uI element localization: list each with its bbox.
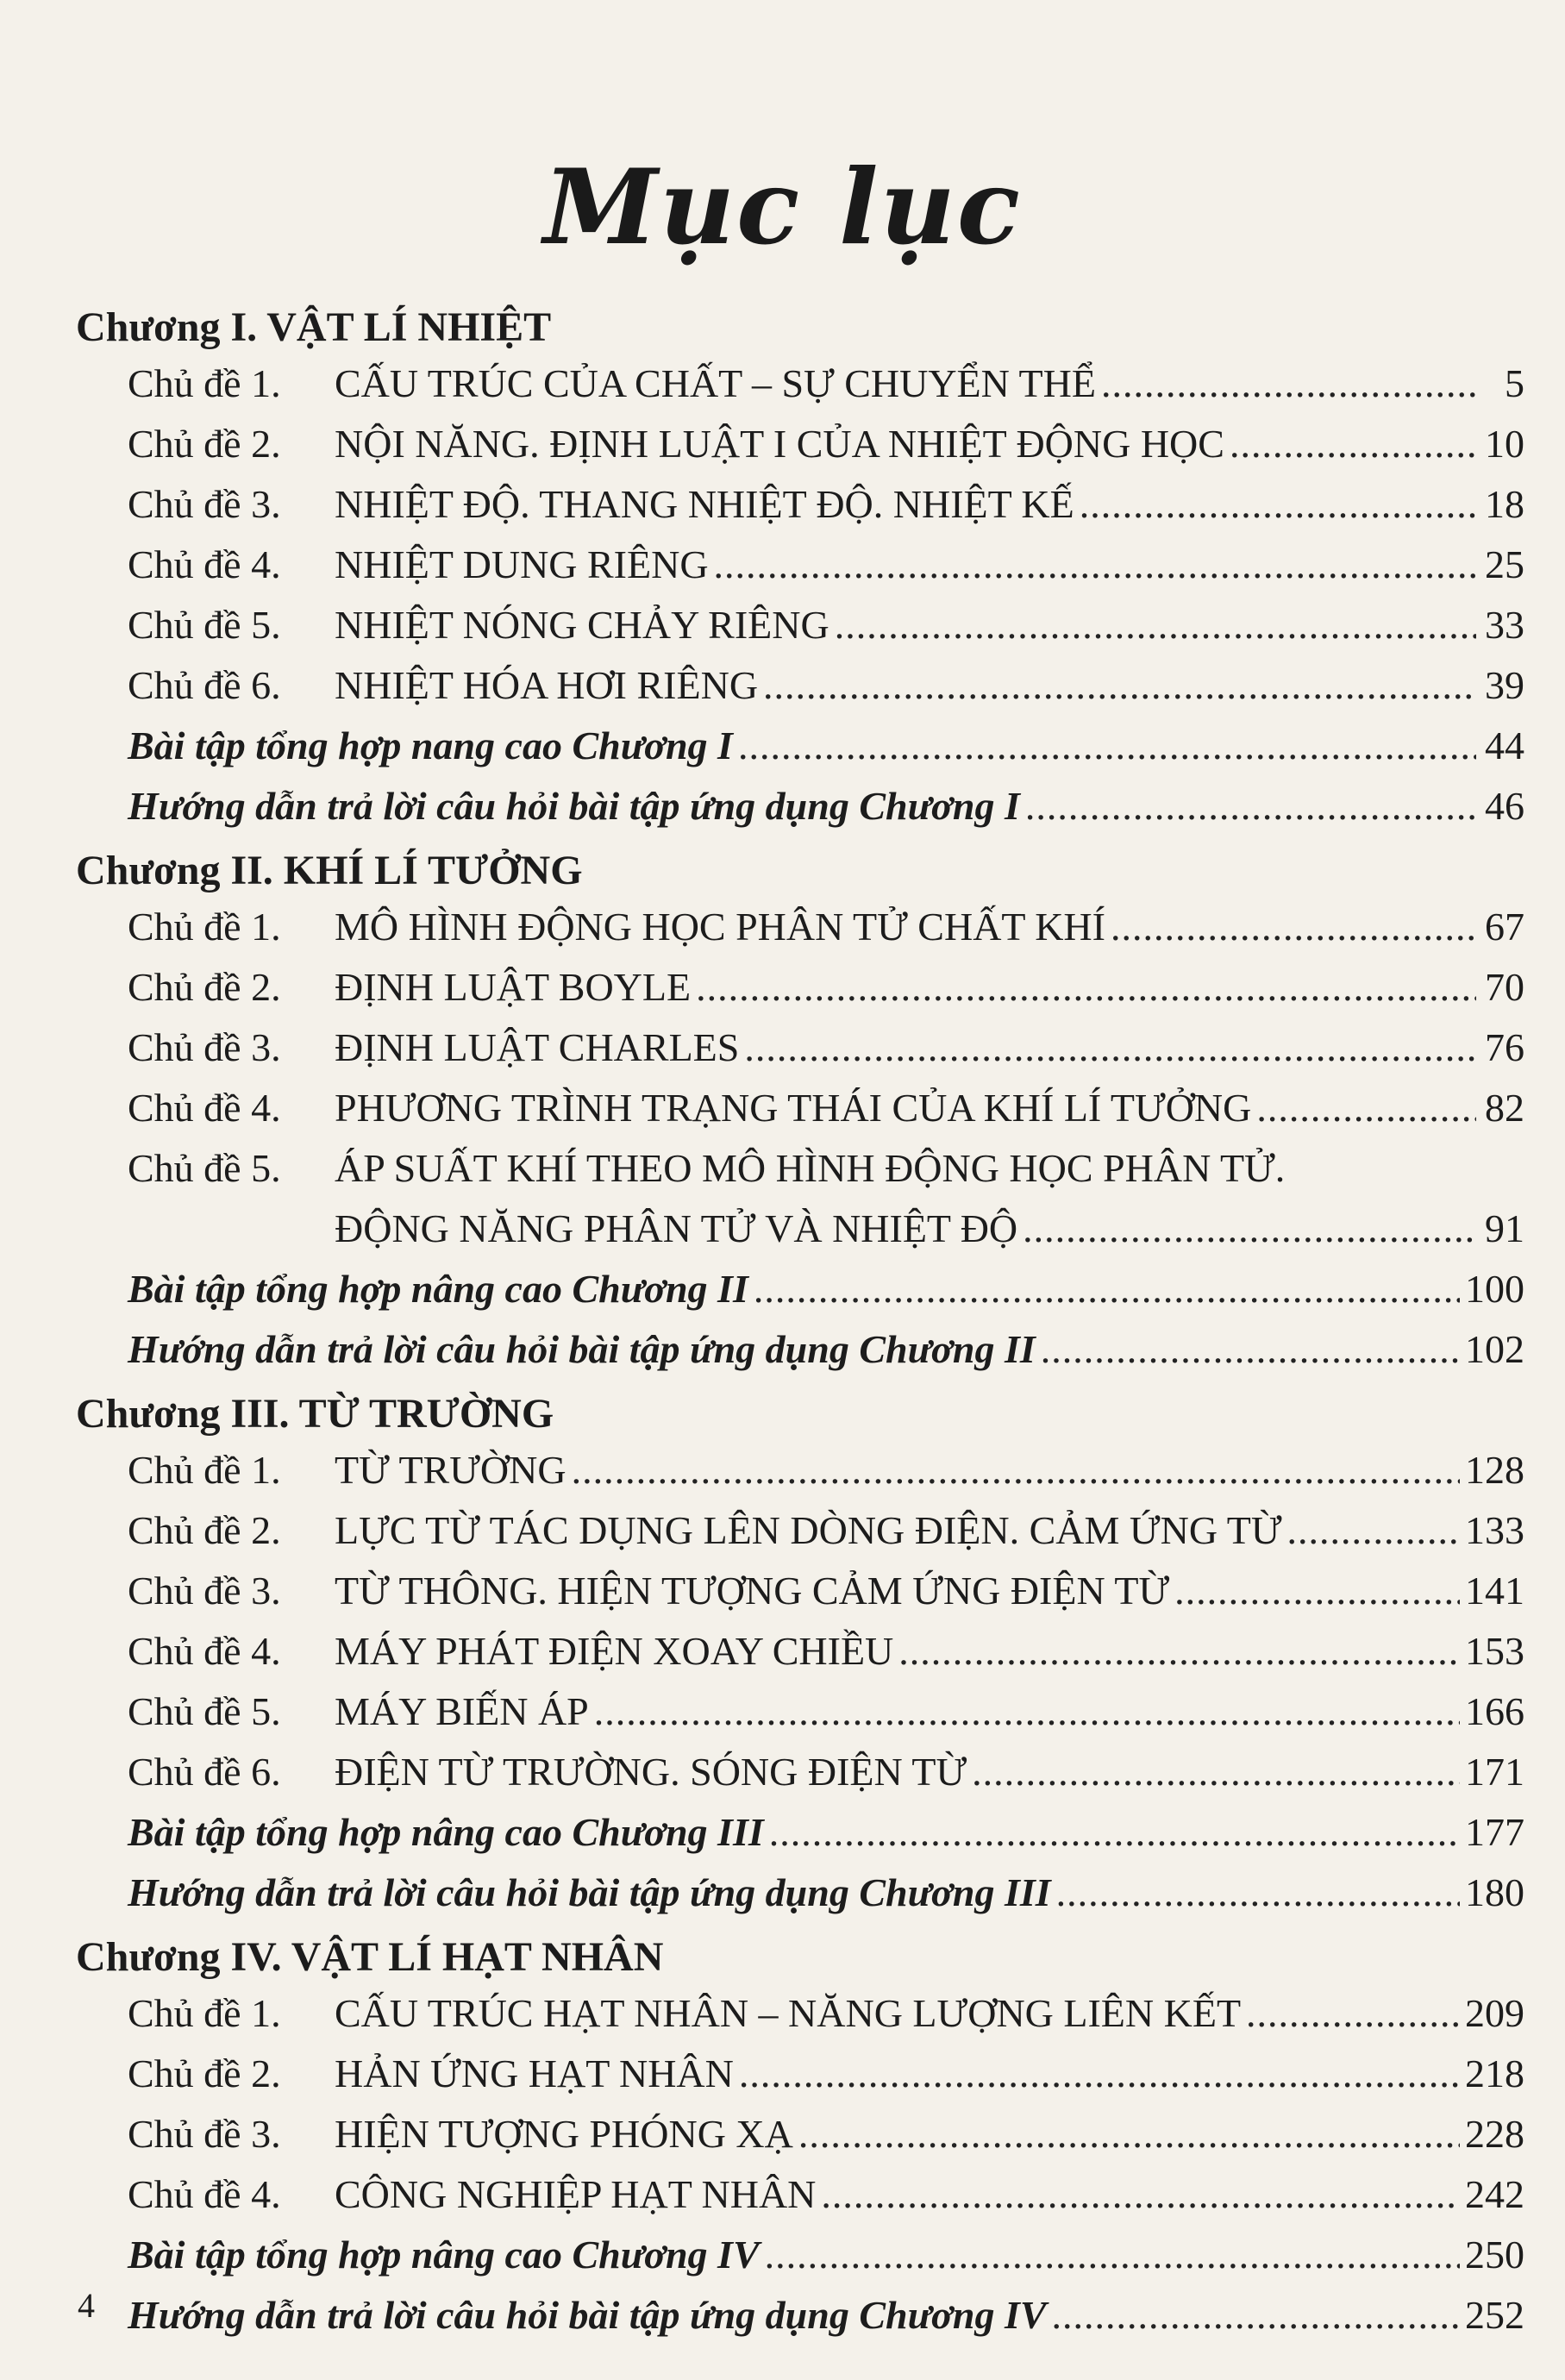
topic-label: Chủ đề 1. [128,1448,281,1492]
topic-label: Chủ đề 1. [128,905,281,949]
toc-entry[interactable] [76,1319,1524,1380]
dot-leader [744,1018,1476,1078]
dot-leader [739,2044,1460,2104]
toc-entry[interactable] [76,1500,1524,1561]
topic-label: Chủ đề 5. [128,603,281,647]
topic-title: CÔNG NGHIỆP HẠT NHÂN [335,2172,817,2216]
toc-entry[interactable] [76,897,1524,957]
page-ref: 252 [1465,2293,1524,2337]
dot-leader [1174,1561,1460,1621]
page-ref: 209 [1465,1991,1524,2035]
toc-entry[interactable] [76,2104,1524,2164]
toc-entry[interactable] [76,2225,1524,2285]
topic-label: Chủ đề 2. [128,422,281,466]
toc-entry[interactable] [76,1983,1524,2044]
toc-entry[interactable] [76,957,1524,1018]
page-ref: 242 [1465,2172,1524,2216]
toc-entry[interactable] [76,1561,1524,1621]
topic-title: ĐIỆN TỪ TRƯỜNG. SÓNG ĐIỆN TỪ [335,1750,967,1794]
dot-leader [769,1802,1460,1863]
topic-title: NHIỆT HÓA HƠI RIÊNG [335,663,759,707]
page-ref: 25 [1485,542,1524,586]
page-ref: 218 [1465,2051,1524,2095]
dot-leader [1080,474,1476,535]
dot-leader [714,535,1476,595]
toc-entry[interactable] [76,414,1524,474]
topic-title: HIỆN TƯỢNG PHÓNG XẠ [335,2112,793,2156]
exercise-title: Bài tập tổng hợp nâng cao Chương IV [128,2233,760,2277]
topic-title: PHƯƠNG TRÌNH TRẠNG THÁI CỦA KHÍ LÍ TƯỞNG [335,1086,1252,1130]
topic-title-continued: ĐỘNG NĂNG PHÂN TỬ VÀ NHIỆT ĐỘ [335,1206,1018,1250]
dot-leader [1023,1199,1476,1259]
topic-title: CẤU TRÚC CỦA CHẤT – SỰ CHUYỂN THỂ [335,361,1096,405]
exercise-title: Hướng dẫn trả lời câu hỏi bài tập ứng dụng Chương I [128,784,1020,828]
topic-label: Chủ đề 5. [128,1146,281,1190]
dot-leader [1246,1983,1460,2044]
page-ref: 44 [1485,723,1524,767]
topic-title: NHIỆT DUNG RIÊNG [335,542,709,586]
topic-label: Chủ đề 2. [128,1508,281,1552]
toc-entry[interactable] [76,716,1524,776]
chapter-heading: Chương III. TỪ TRƯỜNG [76,1391,554,1437]
topic-label: Chủ đề 3. [128,1569,281,1613]
exercise-title: Bài tập tổng hợp nang cao Chương I [128,723,733,767]
topic-label: Chủ đề 3. [128,2112,281,2156]
dot-leader [835,595,1476,655]
toc-entry[interactable] [76,535,1524,595]
topic-label: Chủ đề 4. [128,1629,281,1673]
dot-leader [594,1682,1460,1742]
page-ref: 153 [1465,1629,1524,1673]
dot-leader [738,716,1476,776]
topic-label: Chủ đề 4. [128,2172,281,2216]
dot-leader [1256,1078,1476,1138]
dot-leader [898,1621,1460,1682]
dot-leader [696,957,1476,1018]
dot-leader [1230,414,1476,474]
page-ref: 228 [1465,2112,1524,2156]
dot-leader [798,2104,1460,2164]
dot-leader [572,1440,1460,1500]
toc-entry[interactable] [76,1802,1524,1863]
topic-title: ĐỊNH LUẬT BOYLE [335,965,692,1009]
page-ref: 70 [1485,965,1524,1009]
toc-entry[interactable] [76,1138,1524,1259]
page-ref: 5 [1505,361,1524,405]
toc-entry[interactable] [76,1018,1524,1078]
topic-title: MÁY PHÁT ĐIỆN XOAY CHIỀU [335,1629,894,1673]
topic-label: Chủ đề 4. [128,1086,281,1130]
page-ref: 82 [1485,1086,1524,1130]
toc-entry[interactable] [76,595,1524,655]
topic-label: Chủ đề 2. [128,2051,281,2095]
table-of-contents [76,293,1524,2346]
topic-label: Chủ đề 5. [128,1689,281,1733]
topic-title: NHIỆT ĐỘ. THANG NHIỆT ĐỘ. NHIỆT KẾ [335,482,1074,526]
page-number: 4 [78,2286,95,2325]
page-ref: 33 [1485,603,1524,647]
page-ref: 18 [1485,482,1524,526]
exercise-title: Bài tập tổng hợp nâng cao Chương III [128,1810,764,1854]
toc-entry[interactable] [76,1440,1524,1500]
page-ref: 91 [1485,1206,1524,1250]
dot-leader [1111,897,1476,957]
toc-entry[interactable] [76,354,1524,414]
topic-title: MÁY BIẾN ÁP [335,1689,589,1733]
toc-entry[interactable] [76,655,1524,716]
dot-leader [754,1259,1460,1319]
chapter-heading: Chương II. KHÍ LÍ TƯỞNG [76,848,583,893]
page-ref: 100 [1465,1267,1524,1311]
topic-label: Chủ đề 3. [128,482,281,526]
topic-title: LỰC TỪ TÁC DỤNG LÊN DÒNG ĐIỆN. CẢM ỨNG TỪ [335,1508,1282,1552]
dot-leader [1101,354,1476,414]
topic-title: ĐỊNH LUẬT CHARLES [335,1025,740,1069]
topic-label: Chủ đề 6. [128,663,281,707]
exercise-title: Bài tập tổng hợp nâng cao Chương II [128,1267,748,1311]
topic-label: Chủ đề 4. [128,542,281,586]
chapter-heading: Chương I. VẬT LÍ NHIỆT [76,304,552,350]
page-ref: 177 [1465,1810,1524,1854]
topic-label: Chủ đề 3. [128,1025,281,1069]
exercise-title: Hướng dẫn trả lời câu hỏi bài tập ứng dụng Chương IV [128,2293,1047,2337]
topic-title: HẢN ỨNG HẠT NHÂN [335,2051,734,2095]
page-ref: 76 [1485,1025,1524,1069]
toc-entry[interactable] [76,1621,1524,1682]
topic-title: NỘI NĂNG. ĐỊNH LUẬT I CỦA NHIỆT ĐỘNG HỌC [335,422,1224,466]
page-ref: 10 [1485,422,1524,466]
toc-entry[interactable] [76,2164,1524,2225]
page-ref: 166 [1465,1689,1524,1733]
toc-entry[interactable] [76,2044,1524,2104]
toc-entry[interactable] [76,1259,1524,1319]
page-ref: 180 [1465,1870,1524,1914]
page-ref: 141 [1465,1569,1524,1613]
dot-leader [1056,1863,1460,1923]
page-ref: 250 [1465,2233,1524,2277]
page-ref: 171 [1465,1750,1524,1794]
toc-entry[interactable] [76,1078,1524,1138]
dot-leader [972,1742,1460,1802]
page-ref: 67 [1485,905,1524,949]
page-title: Mục lục [543,147,1022,268]
topic-title: MÔ HÌNH ĐỘNG HỌC PHÂN TỬ CHẤT KHÍ [335,905,1105,949]
topic-title: NHIỆT NÓNG CHẢY RIÊNG [335,603,829,647]
topic-label: Chủ đề 2. [128,965,281,1009]
dot-leader [1287,1500,1460,1561]
page-ref: 39 [1485,663,1524,707]
topic-label: Chủ đề 6. [128,1750,281,1794]
dot-leader [763,655,1476,716]
page-ref: 133 [1465,1508,1524,1552]
page-ref: 128 [1465,1448,1524,1492]
dot-leader [1041,1319,1460,1380]
exercise-title: Hướng dẫn trả lời câu hỏi bài tập ứng dụng Chương II [128,1327,1036,1371]
toc-entry[interactable] [76,474,1524,535]
topic-title: CẤU TRÚC HẠT NHÂN – NĂNG LƯỢNG LIÊN KẾT [335,1991,1242,2035]
toc-entry[interactable] [76,776,1524,836]
dot-leader [1052,2285,1460,2346]
dot-leader [1025,776,1476,836]
topic-title: TỪ THÔNG. HIỆN TƯỢNG CẢM ỨNG ĐIỆN TỪ [335,1569,1170,1613]
dot-leader [821,2164,1460,2225]
topic-label: Chủ đề 1. [128,1991,281,2035]
page-ref: 46 [1485,784,1524,828]
page-ref: 102 [1465,1327,1524,1371]
exercise-title: Hướng dẫn trả lời câu hỏi bài tập ứng dụng Chương III [128,1870,1051,1914]
topic-label: Chủ đề 1. [128,361,281,405]
toc-entry[interactable] [76,2285,1524,2346]
toc-entry[interactable] [76,1682,1524,1742]
topic-title: ÁP SUẤT KHÍ THEO MÔ HÌNH ĐỘNG HỌC PHÂN TỬ. [335,1146,1286,1190]
toc-entry[interactable] [76,1742,1524,1802]
toc-entry[interactable] [76,1863,1524,1923]
dot-leader [765,2225,1460,2285]
chapter-heading: Chương IV. VẬT LÍ HẠT NHÂN [76,1934,664,1980]
topic-title: TỪ TRƯỜNG [335,1448,567,1492]
